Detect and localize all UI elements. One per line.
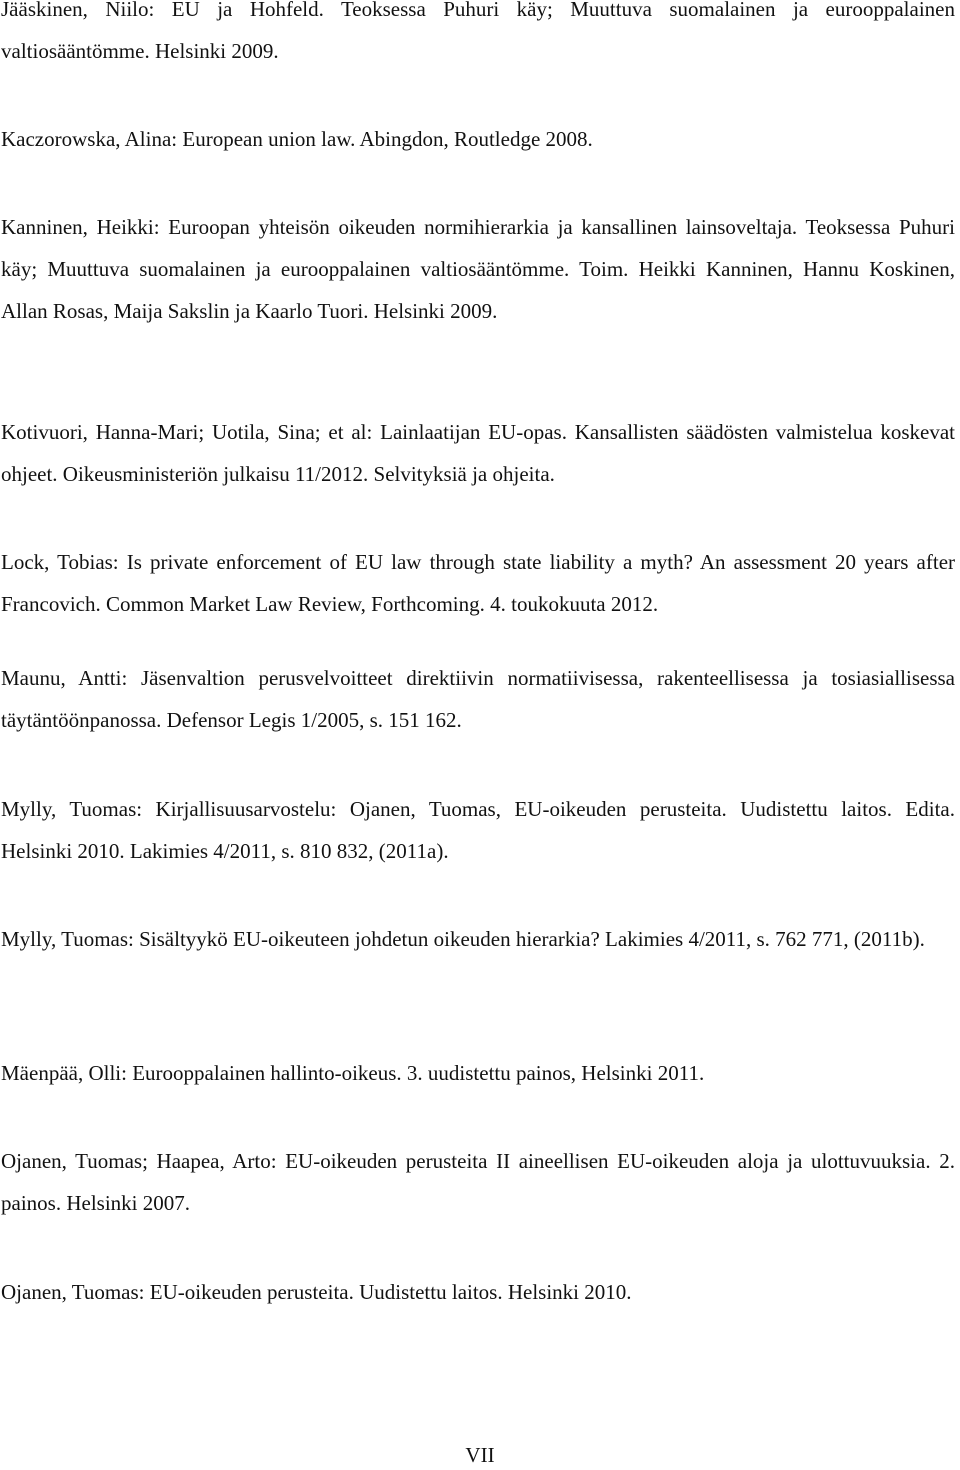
reference-kaczorowska (1, 118, 955, 160)
reference-text: Euroopan yhteisön oikeuden normihierarkia ja kansallinen lainsoveltaja. Teoksessa Puhuri käy; Muuttuva suomalainen ja eurooppalainen valtiosääntömme. Toim. Heikki Kanninen, Hannu Koskinen, Allan Rosas, Maija Sakslin ja Kaarlo Tuori. Helsinki 2009. (1, 215, 955, 323)
reference-author: Kotivuori, Hanna-Mari; Uotila, Sina; et al: (1, 420, 373, 444)
reference-maenpaa (1, 1052, 955, 1094)
reference-author: Jääskinen, Niilo: (1, 0, 155, 21)
reference-ojanen (1, 1271, 955, 1313)
reference-author: Ojanen, Tuomas: (1, 1280, 145, 1304)
reference-author: Lock, Tobias: (1, 550, 119, 574)
reference-maunu (1, 657, 955, 741)
reference-text: EU-oikeuden perusteita II aineellisen EU-oikeuden aloja ja ulottuvuuksia. 2. painos. Helsinki 2007. (1, 1149, 955, 1215)
reference-kanninen (1, 206, 955, 332)
reference-text: Jäsenvaltion perusvelvoitteet direktiivin normatiivisessa, rakenteellisessa ja tosiasiallisessa täytäntöönpanossa. Defensor Legis 1/2005, s. 151 162. (1, 666, 955, 732)
reference-author: Kanninen, Heikki: (1, 215, 160, 239)
reference-text: Kirjallisuusarvostelu: Ojanen, Tuomas, EU-oikeuden perusteita. Uudistettu laitos. Edita. Helsinki 2010. Lakimies 4/2011, s. 810 832, (2011a). (1, 797, 955, 863)
reference-author: Kaczorowska, Alina: (1, 127, 178, 151)
reference-author: Mylly, Tuomas: (1, 797, 143, 821)
reference-author: Ojanen, Tuomas; Haapea, Arto: (1, 1149, 277, 1173)
reference-author: Mylly, Tuomas: (1, 927, 134, 951)
reference-author: Mäenpää, Olli: (1, 1061, 127, 1085)
reference-text: EU-oikeuden perusteita. Uudistettu laitos. Helsinki 2010. (144, 1280, 632, 1304)
reference-text: Eurooppalainen hallinto-oikeus. 3. uudistettu painos, Helsinki 2011. (126, 1061, 705, 1085)
reference-text: Sisältyykö EU-oikeuteen johdetun oikeuden hierarkia? Lakimies 4/2011, s. 762 771, (2011b). (133, 927, 925, 951)
reference-mylly-2011a (1, 788, 955, 872)
reference-text: Is private enforcement of EU law through state liability a myth? An assessment 20 years after Francovich. Common Market Law Review, Forthcoming. 4. toukokuuta 2012. (1, 550, 956, 616)
reference-kotivuori (1, 411, 955, 495)
reference-mylly-2011b (1, 918, 955, 960)
reference-jaaskinen (1, 0, 955, 72)
reference-text: European union law. Abingdon, Routledge 2008. (177, 127, 593, 151)
reference-ojanen-haapea (1, 1140, 955, 1224)
page-number: VII (465, 1443, 495, 1467)
reference-author: Maunu, Antti: (1, 666, 128, 690)
reference-text: EU ja Hohfeld. Teoksessa Puhuri käy; Muuttuva suomalainen ja eurooppalainen valtiosääntömme. Helsinki 2009. (1, 0, 955, 63)
reference-lock (1, 541, 955, 625)
reference-text: Lainlaatijan EU-opas. Kansallisten säädösten valmistelua koskevat ohjeet. Oikeusministeriön julkaisu 11/2012. Selvityksiä ja ohjeita. (1, 420, 956, 486)
